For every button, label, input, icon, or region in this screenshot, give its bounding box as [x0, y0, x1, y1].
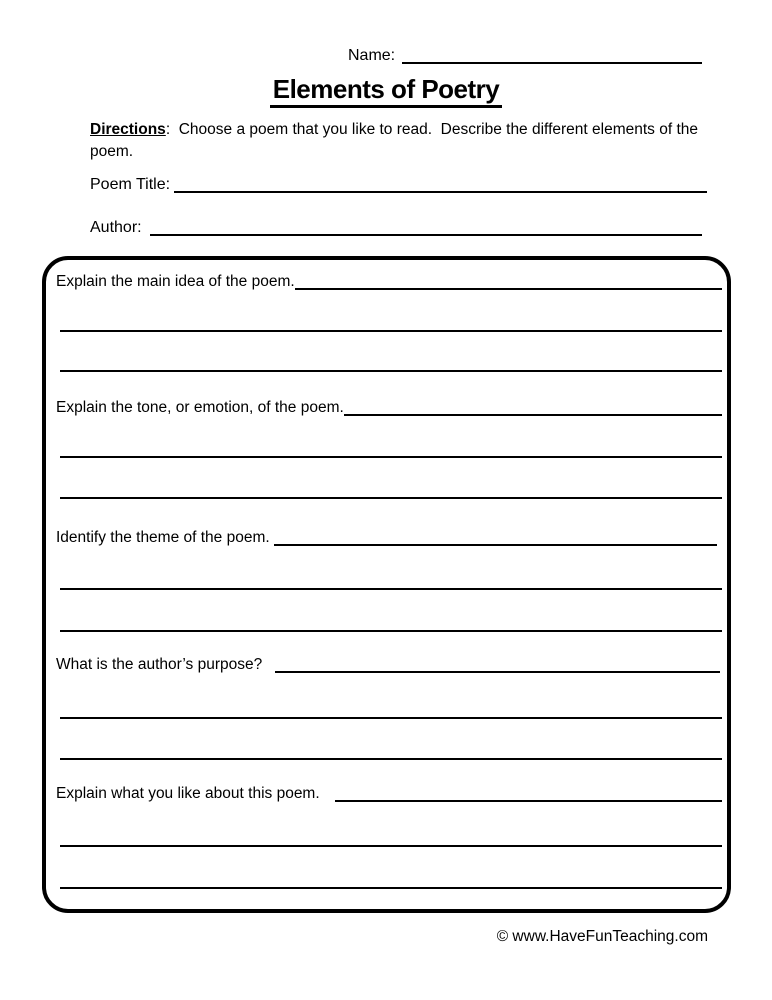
- answer-write-line: [344, 398, 722, 416]
- prompt-label: Identify the theme of the poem.: [56, 529, 270, 546]
- name-field-row: [348, 46, 702, 65]
- name-write-line: [402, 46, 702, 64]
- answer-rule: [60, 588, 722, 590]
- answer-box: [42, 256, 731, 913]
- answer-rule: [60, 717, 722, 719]
- name-label: Name:: [348, 47, 396, 64]
- answer-rule: [60, 497, 722, 499]
- prompt-label: Explain the tone, or emotion, of the poem.: [56, 399, 344, 416]
- poem-title-label: Poem Title:: [90, 176, 171, 193]
- prompt-tone: [56, 398, 722, 417]
- prompt-label: What is the author’s purpose?: [56, 656, 263, 673]
- directions-text: : Choose a poem that you like to read. Describe the different elements of the poem.: [90, 121, 703, 160]
- prompt-what-you-like: [56, 784, 722, 803]
- author-write-line: [150, 218, 702, 236]
- answer-rule: [60, 456, 722, 458]
- prompt-label: Explain what you like about this poem.: [56, 785, 320, 802]
- footer-credit: © www.HaveFunTeaching.com: [496, 928, 708, 945]
- answer-write-line: [295, 272, 722, 290]
- author-field-row: [90, 218, 702, 237]
- author-label: Author:: [90, 219, 142, 236]
- answer-write-line: [335, 784, 722, 802]
- answer-rule: [60, 845, 722, 847]
- directions-label: Directions: [90, 121, 166, 138]
- answer-rule: [60, 758, 722, 760]
- poem-title-write-line: [174, 175, 707, 193]
- prompt-theme: [56, 528, 717, 547]
- answer-rule: [60, 330, 722, 332]
- answer-rule: [60, 370, 722, 372]
- prompt-label: Explain the main idea of the poem.: [56, 273, 295, 290]
- directions: [90, 119, 705, 163]
- page-title: Elements of Poetry: [270, 74, 503, 108]
- answer-write-line: [275, 655, 720, 673]
- answer-rule: [60, 630, 722, 632]
- page-title-wrap: [0, 74, 772, 108]
- poem-title-field-row: [90, 175, 707, 194]
- answer-write-line: [274, 528, 717, 546]
- answer-rule: [60, 887, 722, 889]
- prompt-main-idea: [56, 272, 722, 291]
- prompt-authors-purpose: [56, 655, 720, 674]
